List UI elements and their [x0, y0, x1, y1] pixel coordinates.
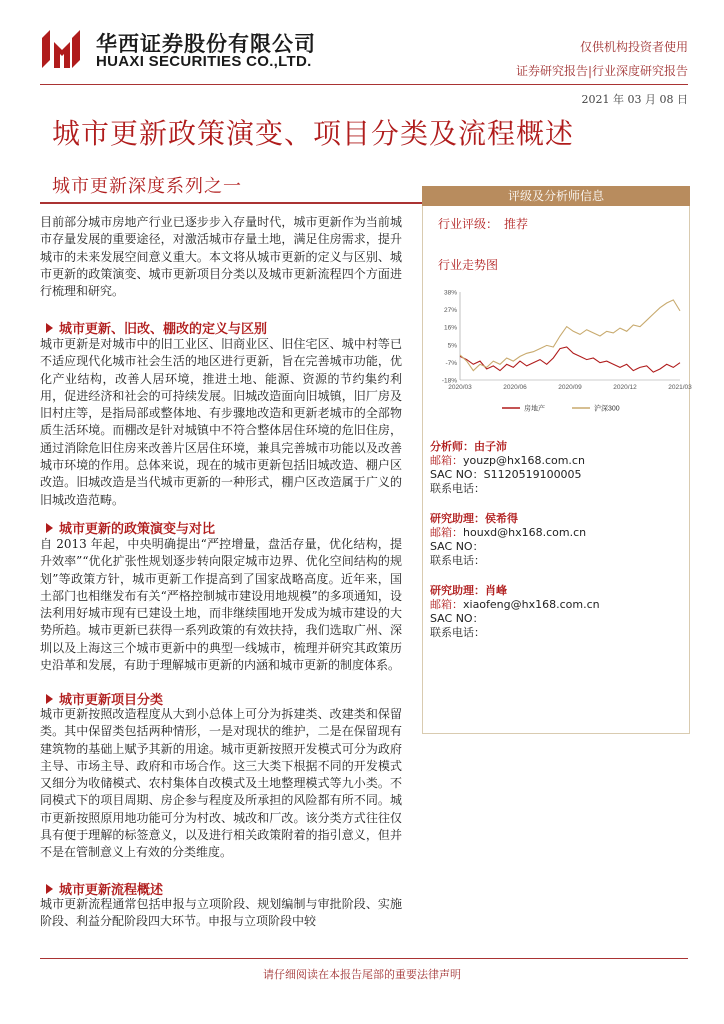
series-line-real-estate	[460, 347, 680, 372]
x-tick-label: 2020/09	[558, 384, 582, 391]
huaxi-logo-icon	[40, 28, 82, 70]
x-tick-label: 2020/06	[503, 384, 527, 391]
assistant-email-link[interactable]: houxd@hx168.com.cn	[463, 526, 587, 539]
assistant-email-link[interactable]: xiaofeng@hx168.com.cn	[463, 598, 600, 611]
company-name-cn: 华西证券股份有限公司	[96, 32, 316, 56]
industry-rating: 行业评级： 推荐	[438, 217, 529, 231]
y-tick-label: -18%	[441, 377, 457, 385]
analyst-block: 分析师：由子沛 邮箱：youzp@hx168.com.cn SAC NO：S1120519100005 联系电话：	[430, 440, 585, 495]
analyst-email-link[interactable]: youzp@hx168.com.cn	[463, 454, 585, 467]
section-text-classification: 城市更新按照改造程度从大到小总体上可分为拆建类、改建类和保留类。其中保留类包括两种情形，一是对现状的维护，二是在保留现有建筑物的基础上赋予其新的用途。城市更新按照开发模式可分为政府主导、市场主导、政府和市场合作。这三大类下根据不同的开发模式又细分为收储模式、农村集体自改模式及土地整理模式等九小类。不同模式下的项目周期、房企参与程度及所承担的风险都有所不同。城市更新按照原用地功能可分为村改、城改和厂改。该分类方式往往仅具有便于理解的标签意义，以及进行相关政策附着的指引意义，但并不是在管制意义上有效的分类维度。	[40, 707, 402, 860]
section-text-definition: 城市更新是对城市中的旧工业区、旧商业区、旧住宅区、城中村等已不适应现代化城市社会生活的地区进行更新，旨在完善城市功能，优化产业结构，改善人居环境，推进土地、能源、资源的节约集约利用，促进经济和社会的可持续发展。旧城改造面向旧城镇，旧厂房及旧村庄等，是指局部或整体地、有步骤地改造和更新老城市的全部物质生活环境。而棚改是针对城镇中不符合整体居住环境的危旧住房，通过消除危旧住房来改善片区居住环境，兼具完善城市功能以及改善城市环境的作用。总体来说，现在的城市更新包括旧城改造、棚户区改造。旧城改造是当代城市更新的一种形式，棚户区改造属于广义的旧城改造范畴。	[40, 337, 402, 507]
company-name-en: HUAXI SECURITIES CO.,LTD.	[96, 53, 312, 70]
legend-label: 房地产	[524, 405, 545, 413]
x-tick-label: 2020/12	[613, 384, 637, 391]
section-text-policy: 自 2013 年起，中央明确提出“严控增量，盘活存量，优化结构，提升效率”“优化扩张性规划逐步转向限定城市边界、优化空间结构的规划”等政策方针，城市更新工作提高到了国家战略高度。近年来，国土部门也相继发布有关“严格控制城市建设用地规模”的多项通知，设法利用好城市现有已建设土地，而非继续围地开发成为城市建设的大势所趋。城市更新已获得一系列政策的有效扶持，我们选取广州、深圳以及上海这三个城市更新中的典型一线城市，梳理并研究其政策历史沿革和发展，有助于理解城市更新的内涵和城市更新的制度体系。	[40, 537, 402, 673]
sidebar-header: 评级及分析师信息	[422, 186, 690, 206]
industry-trend-chart	[430, 284, 692, 424]
y-tick-label: 16%	[443, 324, 457, 332]
x-tick-label: 2020/03	[448, 384, 472, 391]
triangle-bullet-icon	[46, 323, 53, 333]
y-tick-label: 5%	[447, 342, 457, 350]
section-text-process: 城市更新流程通常包括申报与立项阶段、规划编制与审批阶段、实施阶段、利益分配阶段四大环节。申报与立项阶段中较	[40, 897, 402, 929]
legal-notice-footer: 请仔细阅读在本报告尾部的重要法律声明	[263, 968, 461, 981]
section-heading-policy: 城市更新的政策演变与对比	[46, 518, 215, 537]
header-divider	[40, 84, 688, 85]
section-heading-process: 城市更新流程概述	[46, 879, 163, 898]
triangle-bullet-icon	[46, 523, 53, 533]
trend-chart-label: 行业走势图	[438, 258, 499, 272]
triangle-bullet-icon	[46, 694, 53, 704]
x-tick-label: 2021/03	[668, 384, 692, 391]
institutional-only-notice: 仅供机构投资者使用	[579, 40, 688, 54]
report-date: 2021 年 03 月 08 日	[581, 93, 688, 106]
report-subtitle: 城市更新深度系列之一	[52, 176, 242, 197]
subtitle-divider	[40, 202, 422, 204]
y-tick-label: 38%	[443, 289, 457, 297]
legend-label: 沪深300	[594, 405, 620, 413]
triangle-bullet-icon	[46, 884, 53, 894]
intro-paragraph: 目前部分城市房地产行业已逐步步入存量时代，城市更新作为当前城市存量发展的重要途径，对激活城市存量土地，满足住房需求，提升城市的未来发展空间意义重大。本文将从城市更新的定义与区别、城市更新的政策演变、城市更新项目分类以及城市更新流程四个方面进行梳理和研究。	[40, 215, 402, 299]
section-heading-definition: 城市更新、旧改、棚改的定义与区别	[46, 318, 267, 337]
section-heading-classification: 城市更新项目分类	[46, 689, 163, 708]
series-line-csi300	[460, 300, 680, 371]
research-assistant-block: 研究助理：肖峰 邮箱：xiaofeng@hx168.com.cn SAC NO： 联系电话：	[430, 584, 600, 639]
report-type: 证券研究报告|行业深度研究报告	[515, 64, 688, 78]
y-tick-label: 27%	[443, 307, 457, 315]
report-title: 城市更新政策演变、项目分类及流程概述	[52, 117, 575, 150]
research-assistant-block: 研究助理：侯希得 邮箱：houxd@hx168.com.cn SAC NO： 联系电话：	[430, 512, 587, 567]
footer-divider	[40, 958, 688, 959]
y-tick-label: -7%	[445, 359, 457, 367]
